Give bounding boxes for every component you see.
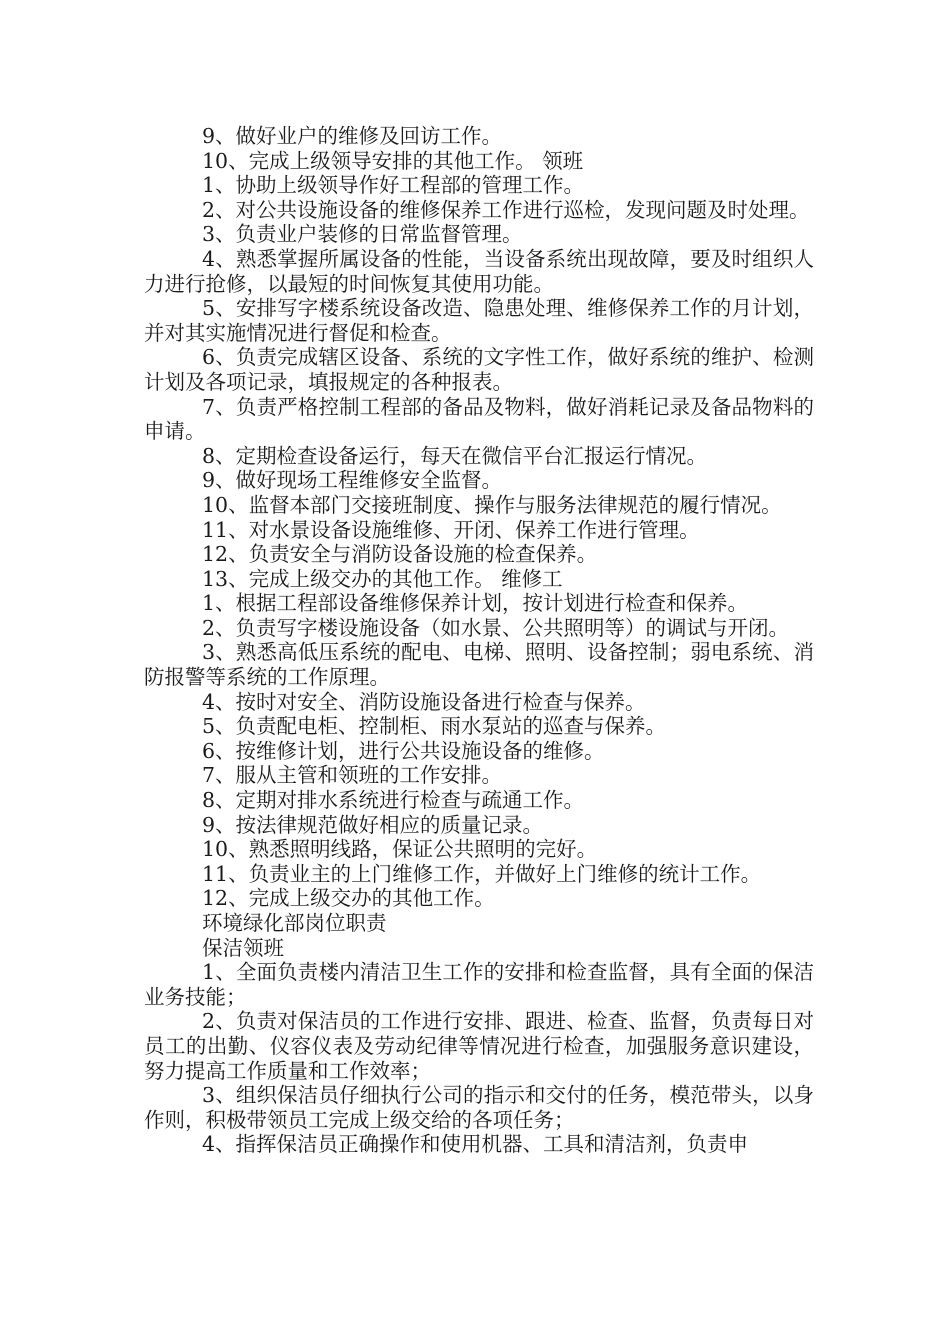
paragraph: 2、对公共设施设备的维修保养工作进行巡检，发现问题及时处理。 xyxy=(202,197,810,222)
section-heading: 环境绿化部岗位职责 xyxy=(202,911,387,935)
paragraph: 9、按法律规范做好相应的质量记录。 xyxy=(202,812,544,837)
subsection-heading: 保洁领班 xyxy=(202,935,284,960)
paragraph: 8、定期对排水系统进行检查与疏通工作。 xyxy=(202,788,585,813)
paragraph: 6、按维修计划，进行公共设施设备的维修。 xyxy=(202,738,605,763)
paragraph: 3、熟悉高低压系统的配电、电梯、照明、设备控制；弱电系统、消防报警等系统的工作原理。 xyxy=(144,640,814,690)
document-body xyxy=(144,124,814,1157)
paragraph: 1、根据工程部设备维修保养计划，按计划进行检查和保养。 xyxy=(202,591,749,616)
paragraph: 11、负责业主的上门维修工作，并做好上门维修的统计工作。 xyxy=(202,861,762,886)
paragraph: 6、负责完成辖区设备、系统的文字性工作，做好系统的维护、检测计划及各项记录，填报规定的各种报表。 xyxy=(144,345,814,394)
paragraph: 7、负责严格控制工程部的备品及物料，做好消耗记录及备品物料的申请。 xyxy=(144,394,814,444)
paragraph: 4、指挥保洁员正确操作和使用机器、工具和清洁剂，负责申 xyxy=(202,1132,749,1157)
paragraph: 4、熟悉掌握所属设备的性能，当设备系统出现故障，要及时组织人力进行抢修，以最短的时间恢复其使用功能。 xyxy=(144,246,814,296)
paragraph: 3、组织保洁员仔细执行公司的指示和交付的任务，模范带头，以身作则，积极带领员工完成上级交给的各项任务； xyxy=(144,1083,814,1132)
paragraph: 12、负责安全与消防设备设施的检查保养。 xyxy=(202,542,598,567)
paragraph: 1、全面负责楼内清洁卫生工作的安排和检查监督，具有全面的保洁业务技能； xyxy=(144,960,814,1009)
paragraph: 10、监督本部门交接班制度、操作与服务法律规范的履行情况。 xyxy=(202,492,782,517)
paragraph: 5、负责配电柜、控制柜、雨水泵站的巡查与保养。 xyxy=(202,714,667,739)
paragraph: 11、对水景设备设施维修、开闭、保养工作进行管理。 xyxy=(202,517,700,542)
paragraph: 13、完成上级交办的其他工作。 维修工 xyxy=(202,566,563,591)
paragraph: 10、完成上级领导安排的其他工作。 领班 xyxy=(202,148,584,173)
paragraph: 10、熟悉照明线路，保证公共照明的完好。 xyxy=(202,837,598,862)
paragraph: 3、负责业户装修的日常监督管理。 xyxy=(202,222,523,247)
paragraph: 4、按时对安全、消防设施设备进行检查与保养。 xyxy=(202,689,646,714)
paragraph: 1、协助上级领导作好工程部的管理工作。 xyxy=(202,173,585,198)
paragraph: 2、负责对保洁员的工作进行安排、跟进、检查、监督，负责每日对员工的出勤、仪容仪表及劳动纪律等情况进行检查，加强服务意识建设，努力提高工作质量和工作效率； xyxy=(144,1009,814,1083)
paragraph: 7、服从主管和领班的工作安排。 xyxy=(202,763,503,788)
paragraph: 2、负责写字楼设施设备（如水景、公共照明等）的调试与开闭。 xyxy=(202,615,790,640)
paragraph: 12、完成上级交办的其他工作。 xyxy=(202,886,495,911)
paragraph: 9、做好业户的维修及回访工作。 xyxy=(202,124,503,148)
paragraph: 9、做好现场工程维修安全监督。 xyxy=(202,468,503,493)
paragraph: 5、安排写字楼系统设备改造、隐患处理、维修保养工作的月计划，并对其实施情况进行督促和检查。 xyxy=(144,296,814,345)
paragraph: 8、定期检查设备运行，每天在微信平台汇报运行情况。 xyxy=(202,443,708,468)
